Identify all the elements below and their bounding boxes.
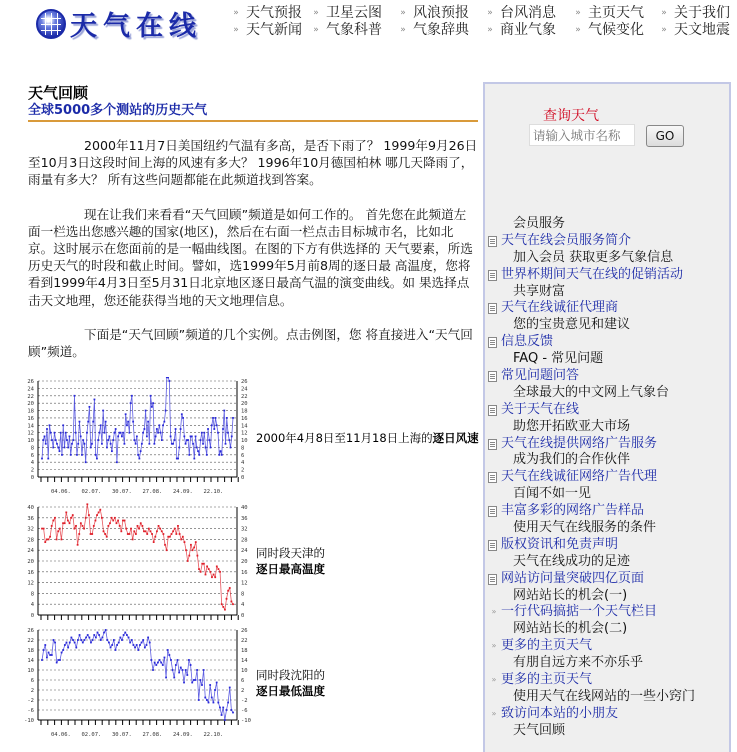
svg-text:2: 2 (30, 467, 34, 474)
sidebar-link-label[interactable]: 一行代码搞掂一个天气栏目 (501, 604, 658, 620)
sidebar-link[interactable] (487, 368, 727, 385)
svg-text:02.07.: 02.07. (81, 732, 102, 738)
main-content (28, 84, 478, 360)
globe-icon (36, 9, 66, 39)
site-header (0, 0, 737, 48)
svg-text:-6: -6 (27, 708, 34, 714)
nav-item[interactable] (393, 22, 480, 39)
double-chevron-icon: » (487, 8, 493, 18)
sidebar-link[interactable] (487, 638, 727, 655)
sidebar-item-description: 助您开拓欧亚大市场 (513, 418, 631, 434)
svg-text:10: 10 (27, 668, 34, 674)
svg-text:24: 24 (27, 548, 34, 555)
nav-link-label[interactable]: 台风消息 (500, 5, 556, 21)
svg-text:10: 10 (241, 668, 248, 674)
svg-text:32: 32 (241, 526, 248, 533)
svg-text:6: 6 (30, 452, 34, 459)
svg-text:16: 16 (27, 569, 34, 576)
document-icon (488, 540, 497, 551)
nav-item[interactable] (654, 22, 730, 39)
document-icon (488, 405, 497, 416)
svg-text:02.07.: 02.07. (81, 489, 102, 495)
svg-text:16: 16 (241, 415, 248, 422)
svg-text:4: 4 (30, 602, 34, 609)
svg-text:26: 26 (241, 628, 248, 634)
sidebar-link[interactable] (487, 571, 727, 588)
sidebar (483, 82, 731, 752)
svg-text:04.06.: 04.06. (51, 489, 71, 495)
double-chevron-icon: » (233, 25, 239, 35)
svg-text:2: 2 (241, 688, 245, 694)
svg-text:28: 28 (27, 537, 34, 544)
sidebar-item-description: 共享财富 (513, 283, 566, 299)
svg-text:30.07.: 30.07. (112, 732, 132, 738)
nav-item[interactable] (393, 5, 480, 22)
nav-link-label[interactable]: 气象科普 (326, 22, 382, 38)
svg-text:14: 14 (241, 423, 248, 430)
sidebar-link-label[interactable]: 更多的主页天气 (501, 638, 593, 654)
svg-text:36: 36 (27, 515, 34, 522)
double-chevron-icon: » (487, 25, 493, 35)
chart-caption-shanghai: 2000年4月8日至11月18日上海的逐日风速 (256, 431, 479, 445)
svg-text:24.09.: 24.09. (173, 489, 193, 495)
svg-text:2: 2 (241, 467, 245, 474)
nav-item[interactable] (480, 22, 568, 39)
chart-caption-tianjin: 同时段天津的 逐日最高温度 (256, 546, 325, 576)
document-icon (488, 472, 497, 483)
sidebar-link[interactable] (487, 233, 727, 250)
sidebar-item-description: 使用天气在线网站的一些小窍门 (513, 688, 696, 704)
svg-text:0: 0 (30, 475, 34, 481)
intro-paragraph: 2000年11月7日美国纽约气温有多高，是否下雨了？ 1999年9月26日至10月3日这段时间上海的风速有多大？ 1996年10月德国柏林 哪几天降雨了，雨量有多大？ 所有这些问题都能在此频道找到答案。 (28, 138, 478, 188)
svg-text:20: 20 (241, 401, 248, 408)
svg-text:24: 24 (241, 548, 248, 555)
nav-item[interactable] (654, 5, 730, 22)
nav-item[interactable] (306, 22, 393, 39)
sidebar-link[interactable] (487, 503, 727, 520)
sidebar-item-description: 会员服务 (513, 216, 566, 231)
top-nav (226, 5, 730, 39)
svg-text:26: 26 (27, 628, 34, 634)
nav-link-label[interactable]: 天气新闻 (246, 22, 302, 38)
double-chevron-icon: » (233, 8, 239, 18)
nav-link-label[interactable]: 卫星云图 (326, 5, 382, 21)
svg-text:6: 6 (30, 678, 34, 684)
nav-link-label[interactable]: 气候变化 (588, 22, 644, 38)
svg-text:8: 8 (241, 591, 245, 598)
svg-text:40: 40 (241, 505, 248, 511)
double-chevron-icon: » (400, 25, 406, 35)
chart-shenyang-min-temp[interactable] (20, 626, 255, 742)
svg-text:24.09.: 24.09. (173, 732, 193, 738)
svg-text:12: 12 (241, 580, 248, 587)
nav-link-label[interactable]: 天文地震 (674, 22, 730, 38)
sidebar-link-label[interactable]: 天气在线诚征网络广告代理 (501, 469, 658, 485)
sidebar-link-label[interactable]: 版权资讯和免责声明 (501, 536, 619, 552)
chart-tianjin-max-temp[interactable] (20, 503, 255, 623)
document-icon (488, 270, 497, 281)
nav-link-label[interactable]: 关于我们 (674, 5, 730, 21)
svg-text:24: 24 (241, 386, 248, 393)
nav-item[interactable] (480, 5, 568, 22)
double-chevron-icon: » (575, 8, 581, 18)
svg-text:26: 26 (27, 379, 34, 385)
svg-text:4: 4 (30, 460, 34, 467)
svg-text:18: 18 (27, 648, 34, 654)
sidebar-item-description: 加入会员 获取更多气象信息 (513, 249, 674, 265)
double-chevron-icon: » (491, 708, 497, 718)
double-chevron-icon: » (491, 607, 497, 617)
svg-text:20: 20 (241, 559, 248, 565)
go-button[interactable]: GO (646, 125, 684, 147)
examples-paragraph: 下面是“天气回顾”频道的几个实例。点击例图，您 将直接进入“天气回顾”频道。 (28, 326, 473, 360)
double-chevron-icon: » (661, 8, 667, 18)
city-search-input[interactable] (529, 124, 635, 146)
svg-text:18: 18 (27, 408, 34, 415)
sidebar-link-label[interactable]: 网站访问量突破四亿页面 (501, 570, 645, 586)
svg-text:12: 12 (27, 430, 34, 437)
svg-text:8: 8 (241, 445, 245, 452)
sidebar-link[interactable] (487, 604, 727, 621)
svg-text:22: 22 (241, 393, 248, 400)
svg-text:-10: -10 (241, 718, 251, 724)
svg-text:27.08.: 27.08. (142, 489, 163, 495)
svg-text:-2: -2 (27, 698, 34, 704)
sidebar-link-label[interactable]: 天气在线会员服务简介 (501, 232, 632, 248)
svg-text:18: 18 (241, 648, 248, 654)
svg-text:-10: -10 (24, 718, 34, 724)
svg-text:8: 8 (30, 591, 34, 598)
nav-item[interactable] (306, 5, 393, 22)
sidebar-item-description: 您的宝贵意见和建议 (513, 317, 631, 333)
double-chevron-icon: » (400, 8, 406, 18)
svg-text:36: 36 (241, 515, 248, 522)
svg-text:30.07.: 30.07. (112, 489, 132, 495)
double-chevron-icon: » (313, 25, 319, 35)
svg-text:2: 2 (30, 688, 34, 694)
sidebar-item-description: 天气回顾 (513, 722, 566, 738)
svg-text:16: 16 (27, 415, 34, 422)
svg-text:0: 0 (241, 613, 245, 619)
svg-text:14: 14 (27, 423, 34, 430)
svg-text:16: 16 (241, 569, 248, 576)
document-icon (488, 303, 497, 314)
document-icon (488, 371, 497, 382)
sidebar-link[interactable] (487, 334, 727, 351)
svg-text:04.06.: 04.06. (51, 732, 71, 738)
sidebar-link-label[interactable]: 常见问题问答 (501, 368, 580, 384)
sidebar-link[interactable] (487, 672, 727, 689)
svg-text:12: 12 (27, 580, 34, 587)
svg-text:12: 12 (241, 430, 248, 437)
howto-paragraph: 现在让我们来看看“天气回顾”频道是如何工作的。 首先您在此频道左面一栏选出您感兴趣的国家(地区)，然后在右面一栏点击目标城市名，比如北京。这时展示在您面前的是一幅曲线图。在图的下方有供选择的 天气要素，所选历史天气的时段和截止时间。譬如，选1999年5月前8周的逐日最 高温度，您将看到1999年4月3日至5月31日北京地区逐日最高气温的演变曲线。如 果选择点击天文地理，您还能获得当地的天文地理信息。 (28, 206, 473, 308)
svg-text:18: 18 (241, 408, 248, 415)
document-icon (488, 236, 497, 247)
sidebar-link-label[interactable]: 天气在线提供网络广告服务 (501, 435, 658, 451)
page-title: 天气回顾 (28, 84, 89, 102)
sidebar-link-label[interactable]: 世界杯期间天气在线的促销活动 (501, 266, 684, 282)
document-icon (488, 337, 497, 348)
sidebar-links (487, 216, 727, 740)
sidebar-link-label[interactable]: 丰富多彩的网络广告样品 (501, 503, 645, 519)
svg-text:0: 0 (30, 613, 34, 619)
nav-item[interactable] (568, 22, 654, 39)
nav-row (226, 22, 730, 39)
nav-link-label[interactable]: 主页天气 (588, 5, 644, 21)
logo-text: 天气在线 (70, 11, 202, 42)
sidebar-item-description: 网站站长的机会(一) (513, 587, 628, 603)
sidebar-link-label[interactable]: 更多的主页天气 (501, 672, 593, 688)
svg-text:24: 24 (27, 386, 34, 393)
sidebar-link-label[interactable]: 致访问本站的小朋友 (501, 705, 619, 721)
sidebar-link-label[interactable]: 关于天气在线 (501, 401, 580, 417)
svg-text:32: 32 (27, 526, 34, 533)
sidebar-item-description: 有朋自远方来不亦乐乎 (513, 655, 644, 671)
svg-text:10: 10 (241, 438, 248, 445)
svg-text:22.10.: 22.10. (203, 732, 224, 738)
double-chevron-icon: » (661, 25, 667, 35)
svg-text:20: 20 (27, 401, 34, 408)
document-icon (488, 439, 497, 450)
document-icon (488, 574, 497, 585)
sidebar-item-description: 全球最大的中文网上气象台 (513, 384, 670, 400)
svg-text:-6: -6 (241, 708, 248, 714)
chart-caption-shenyang: 同时段沈阳的 逐日最低温度 (256, 668, 325, 698)
svg-text:4: 4 (241, 602, 245, 609)
nav-link-label[interactable]: 气象辞典 (413, 22, 469, 38)
svg-text:40: 40 (27, 505, 34, 511)
search-weather-label: 查询天气 (543, 108, 599, 124)
sidebar-link-label[interactable]: 天气在线诚征代理商 (501, 300, 619, 316)
nav-item[interactable] (226, 5, 306, 22)
sidebar-link[interactable] (487, 300, 727, 317)
chart-shanghai-wind[interactable] (20, 377, 255, 499)
page-subtitle: 全球5000多个测站的历史天气 (28, 102, 478, 122)
svg-text:27.08.: 27.08. (142, 732, 163, 738)
svg-text:10: 10 (27, 438, 34, 445)
svg-text:6: 6 (241, 678, 245, 684)
svg-text:-2: -2 (241, 698, 248, 704)
nav-item[interactable] (568, 5, 654, 22)
sidebar-link[interactable] (487, 402, 727, 419)
double-chevron-icon: » (491, 675, 497, 685)
sidebar-item-description: 成为我们的合作伙伴 (513, 452, 631, 468)
double-chevron-icon: » (491, 641, 497, 651)
sidebar-item-description: 使用天气在线服务的条件 (513, 520, 657, 536)
svg-text:22: 22 (27, 638, 34, 644)
svg-text:22: 22 (241, 638, 248, 644)
svg-text:4: 4 (241, 460, 245, 467)
sidebar-link[interactable] (487, 537, 727, 554)
sidebar-link[interactable] (487, 469, 727, 486)
sidebar-link[interactable] (487, 267, 727, 284)
svg-text:22: 22 (27, 393, 34, 400)
svg-text:26: 26 (241, 379, 248, 385)
double-chevron-icon: » (575, 25, 581, 35)
double-chevron-icon: » (313, 8, 319, 18)
sidebar-item-description: FAQ - 常见问题 (513, 351, 604, 367)
sidebar-link-label[interactable]: 信息反馈 (501, 334, 554, 350)
svg-text:8: 8 (30, 445, 34, 452)
svg-text:28: 28 (241, 537, 248, 544)
site-logo[interactable] (36, 4, 202, 43)
nav-row (226, 5, 730, 22)
svg-text:0: 0 (241, 475, 245, 481)
svg-text:20: 20 (27, 559, 34, 565)
nav-link-label[interactable]: 天气预报 (246, 5, 302, 21)
svg-text:14: 14 (27, 658, 34, 664)
nav-link-label[interactable]: 商业气象 (500, 22, 556, 38)
svg-text:6: 6 (241, 452, 245, 459)
svg-text:22.10.: 22.10. (203, 489, 224, 495)
sidebar-link[interactable] (487, 706, 727, 723)
nav-link-label[interactable]: 风浪预报 (413, 5, 469, 21)
sidebar-item-description: 百闻不如一见 (513, 486, 592, 502)
svg-text:14: 14 (241, 658, 248, 664)
document-icon (488, 506, 497, 517)
sidebar-item-description: 天气在线成功的足迹 (513, 553, 631, 569)
nav-item[interactable] (226, 22, 306, 39)
sidebar-link[interactable] (487, 436, 727, 453)
sidebar-item-description: 网站站长的机会(二) (513, 621, 628, 637)
